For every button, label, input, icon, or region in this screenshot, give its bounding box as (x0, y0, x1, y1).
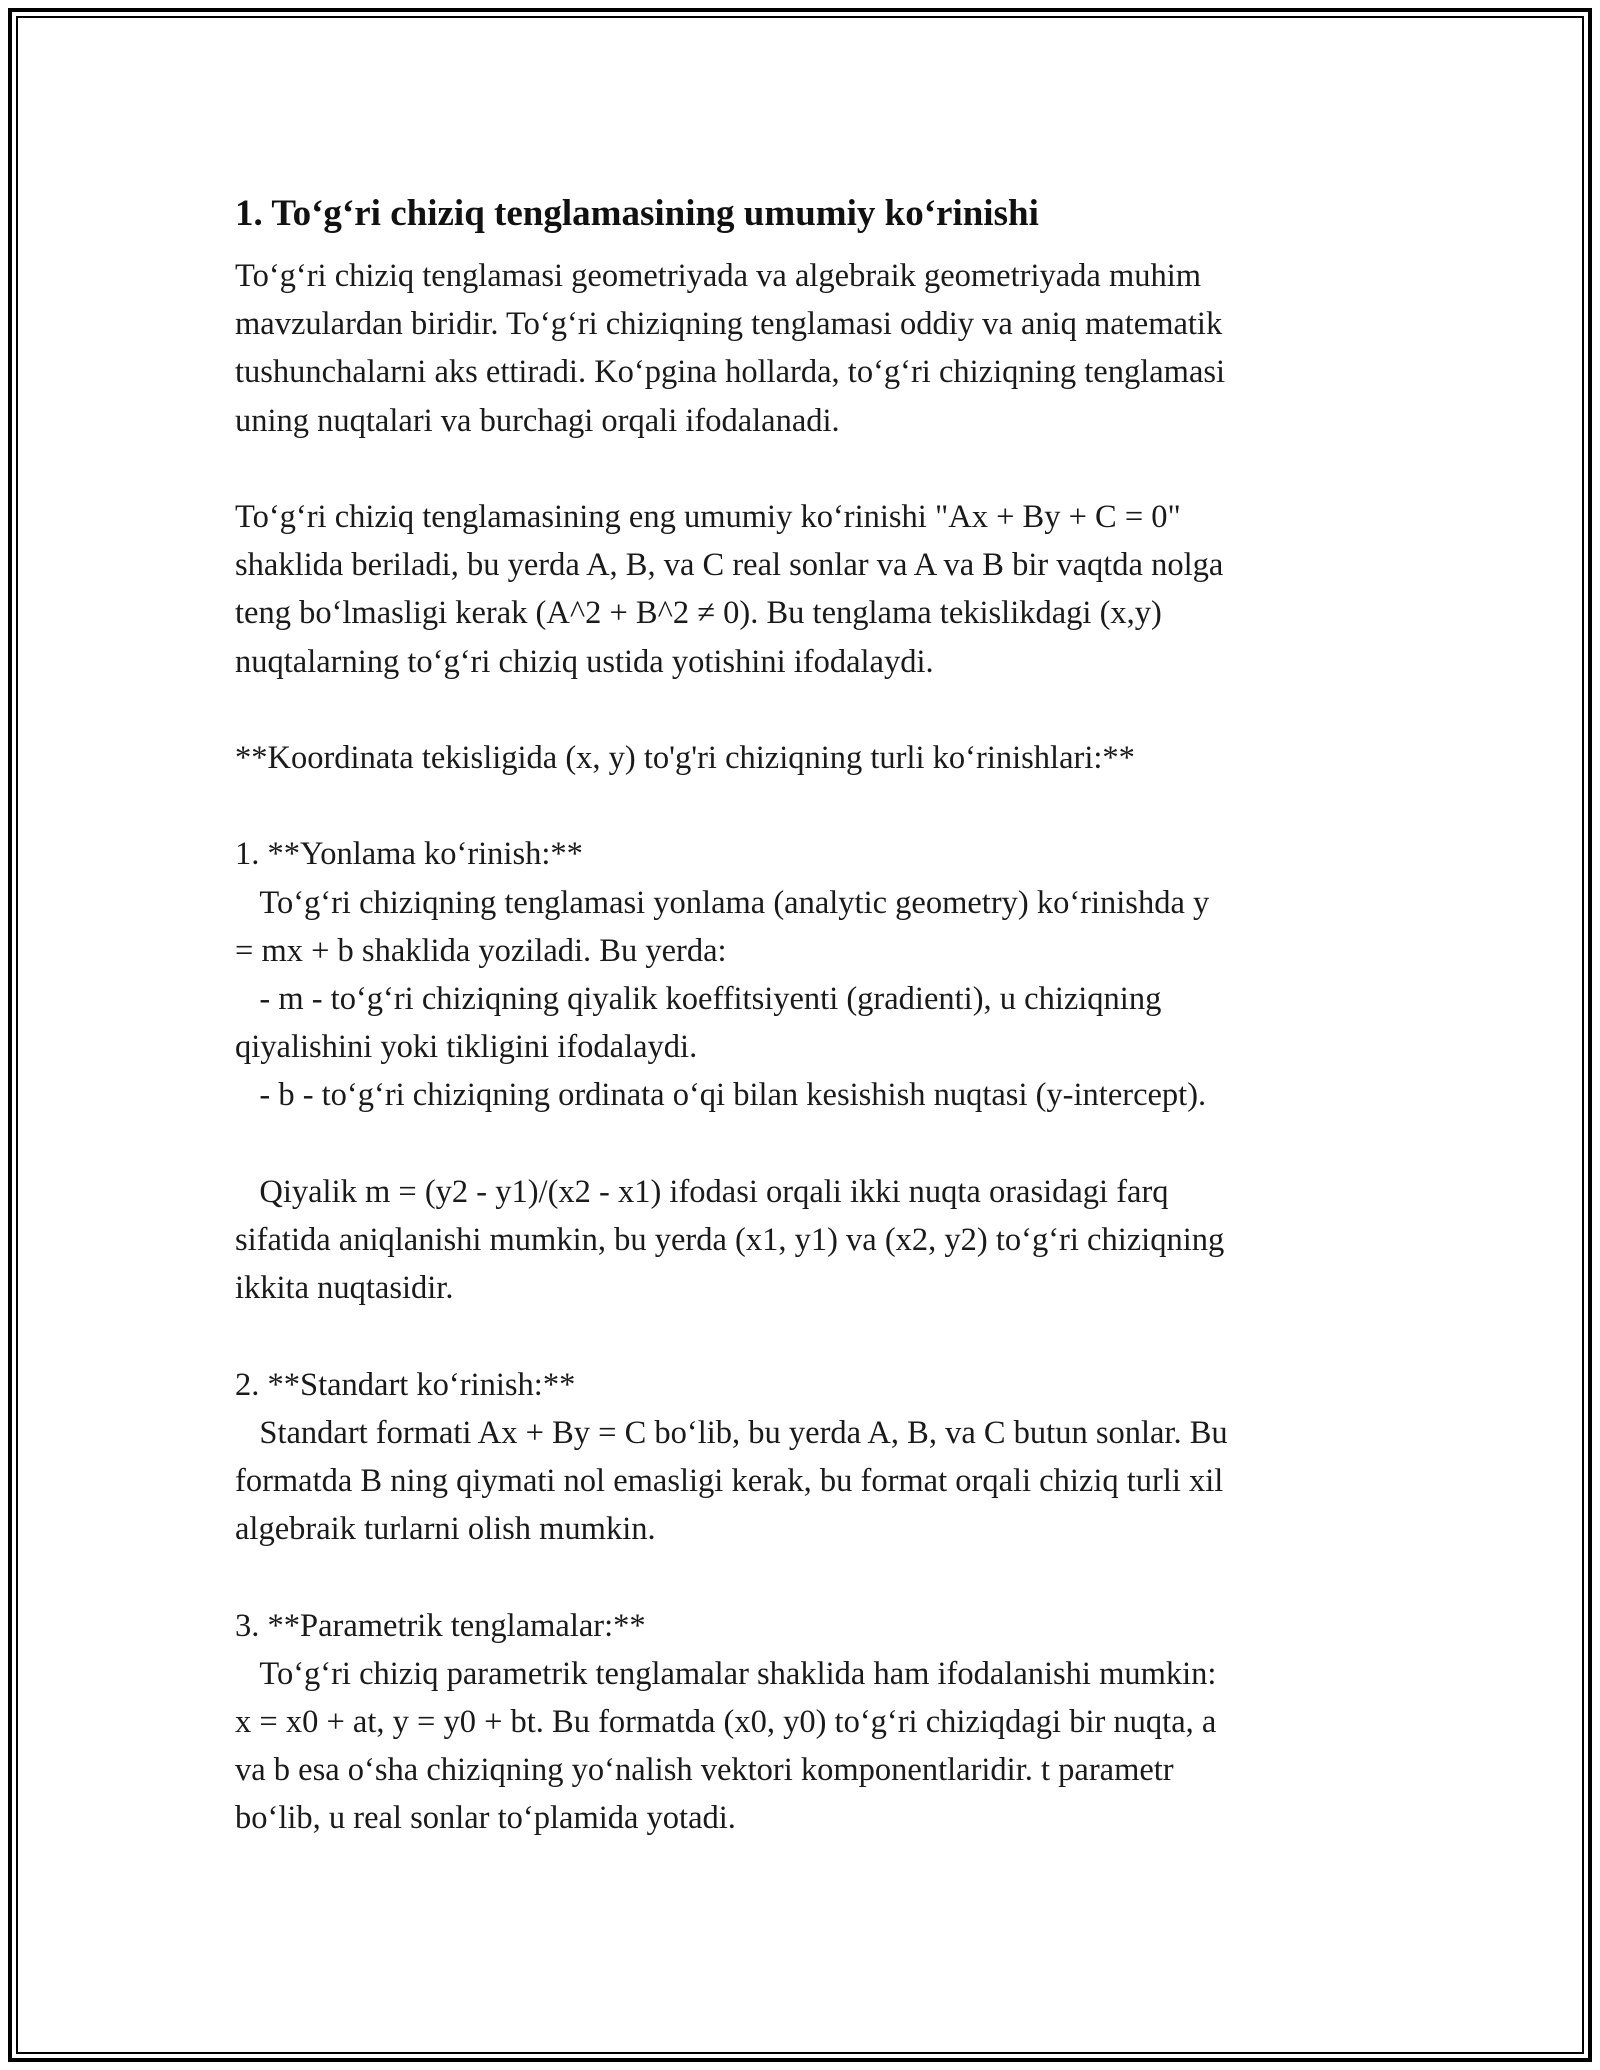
paragraph-standard-form: 2. **Standart ko‘rinish:** Standart formati Ax + By = C bo‘lib, bu yerda A, B, va C butun sonlar. Bu formatda B ning qiymati nol emasligi kerak, bu format orqali chiziq turli xil algebraik turlarni olish mumkin. (235, 1366, 1228, 1548)
paragraph-general-form: To‘g‘ri chiziq tenglamasining eng umumiy ko‘rinishi "Ax + By + C = 0" shaklida beriladi, bu yerda A, B, va C real sonlar va A va B bir vaqtda nolga teng bo‘lmasligi kerak (A^2 + B^2 ≠ 0). Bu tenglama tekislikdagi (x,y) nuqtalarning to‘g‘ri chiziq ustida yotishini ifodalaydi. (235, 499, 1224, 680)
document-title: 1. To‘g‘ri chiziq tenglamasining umumiy ko‘rinishi (235, 193, 1039, 234)
paragraph-gap (235, 782, 1375, 830)
paragraph-intro: To‘g‘ri chiziq tenglamasi geometriyada va algebraik geometriyada muhim mavzulardan biridir. To‘g‘ri chiziqning tenglamasi oddiy va aniq matematik tushunchalarni aks ettiradi. Ko‘pgina hollarda, to‘g‘ri chiziqning tenglamasi uning nuqtalari va burchagi orqali ifodalanadi. (235, 258, 1226, 439)
paragraph-gap (235, 1120, 1375, 1168)
paragraph-forms-heading: **Koordinata tekisligida (x, y) to'g'ri chiziqning turli ko‘rinishlari:** (235, 740, 1135, 776)
paragraph-gap (235, 445, 1375, 493)
paragraph-gap (235, 1312, 1375, 1360)
paragraph-gap (235, 1553, 1375, 1601)
paragraph-parametric-form: 3. **Parametrik tenglamalar:** To‘g‘ri chiziq parametrik tenglamalar shaklida ham ifodalanishi mumkin: x = x0 + at, y = y0 + bt. Bu formatda (x0, y0) to‘g‘ri chiziqdagi bir nuqta, a va b esa o‘sha chiziqning yo‘nalish vektori komponentlaridir. t parametr bo‘lib, u real sonlar to‘plamida yotadi. (235, 1607, 1217, 1837)
document-body (235, 186, 1375, 1843)
paragraph-gap (235, 686, 1375, 734)
paragraph-slope-intercept-form: 1. **Yonlama ko‘rinish:** To‘g‘ri chiziqning tenglamasi yonlama (analytic geometry) ko‘rinishda y = mx + b shaklida yoziladi. Bu yerda: - m - to‘g‘ri chiziqning qiyalik koeffitsiyenti (gradienti), u chiziqning qiyalishini yoki tikligini ifodalaydi. - b - to‘g‘ri chiziqning ordinata o‘qi bilan kesishish nuqtasi (y-intercept). (235, 836, 1210, 1114)
paragraph-slope-formula: Qiyalik m = (y2 - y1)/(x2 - x1) ifodasi orqali ikki nuqta orasidagi farq sifatida aniqlanishi mumkin, bu yerda (x1, y1) va (x2, y2) to‘g‘ri chiziqning ikkita nuqtasidir. (235, 1173, 1225, 1307)
